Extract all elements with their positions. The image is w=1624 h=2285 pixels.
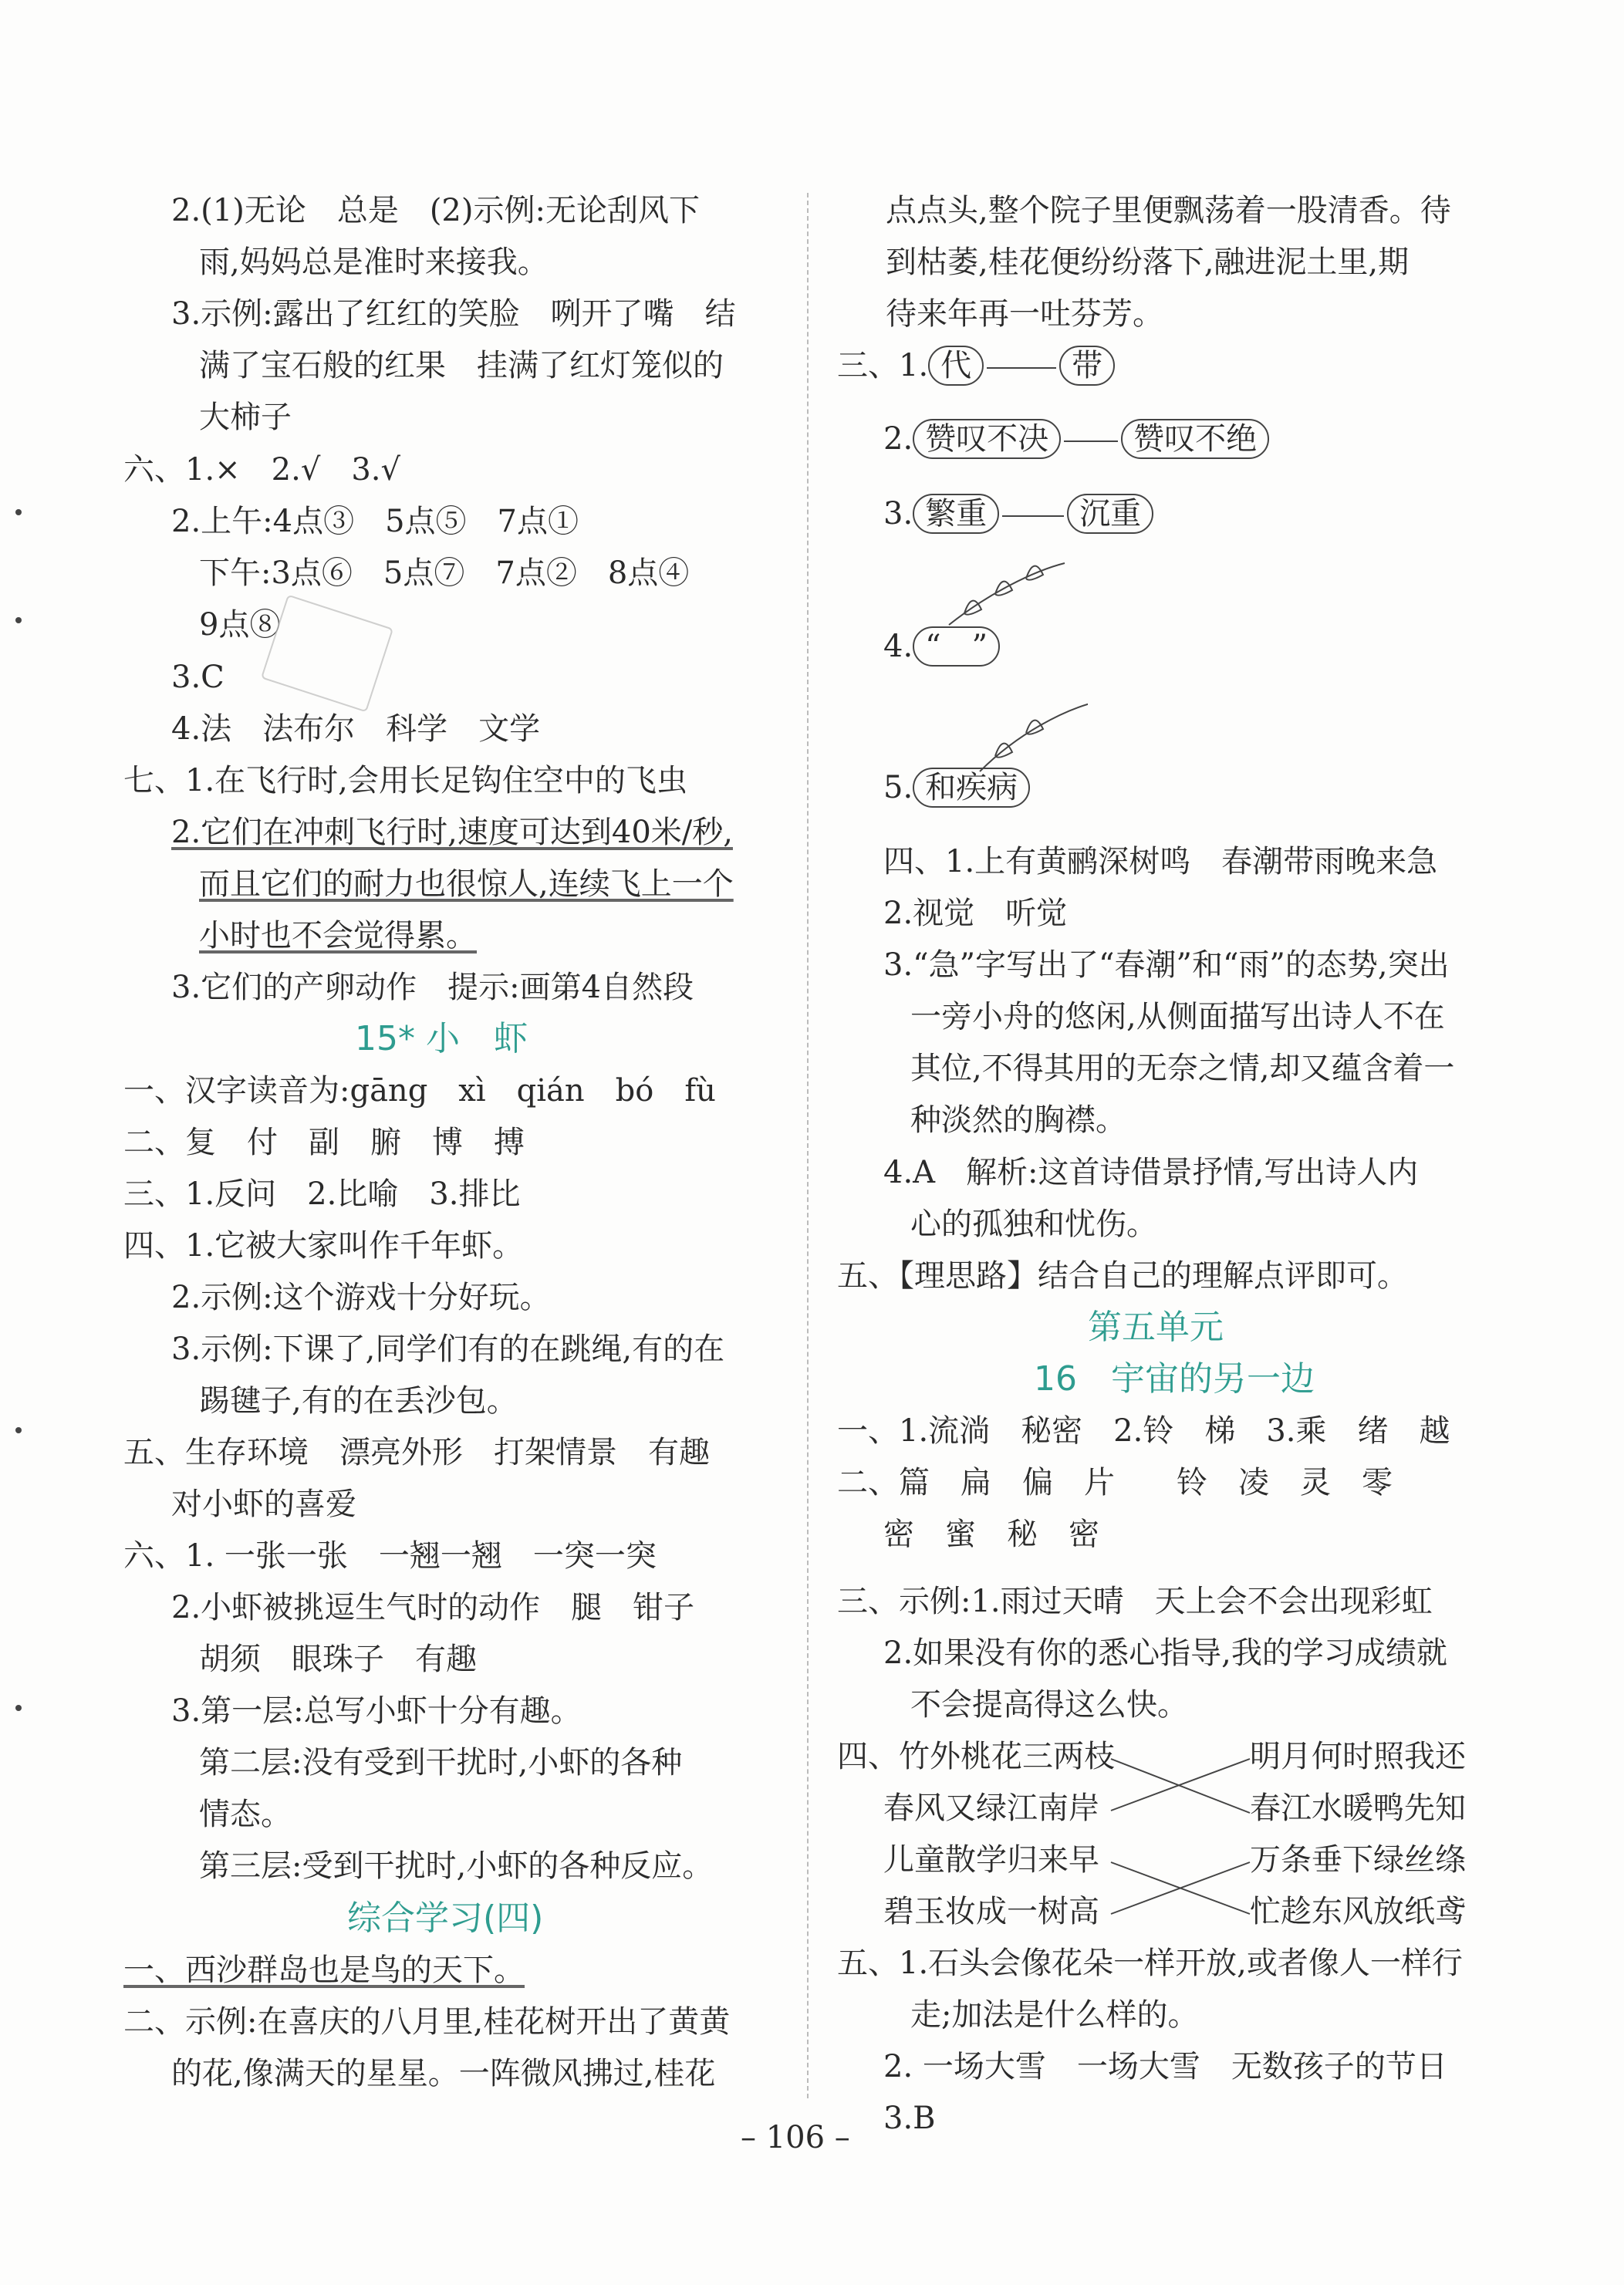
matching-lines — [1103, 1736, 1258, 1936]
answer-line: 四、竹外桃花三两枝 — [837, 1739, 1115, 1774]
answer-line: 而且它们的耐力也很惊人,连续飞上一个 — [199, 866, 734, 902]
answer-line: 小时也不会觉得累。 — [199, 918, 477, 953]
answer-line: 五、【理思路】结合自己的理解点评即可。 — [837, 1258, 1408, 1294]
margin-mark — [15, 1705, 22, 1711]
q3-item-1: 三、1. 代 带 — [837, 346, 1115, 386]
answer-line: 忙趁东风放纸鸢 — [1250, 1894, 1466, 1929]
answer-line: 一旁小舟的悠闲,从侧面描写出诗人不在 — [910, 999, 1445, 1034]
watermark-stamp — [261, 595, 393, 713]
answer-line: 2.(1)无论 总是 (2)示例:无论刮风下 — [171, 193, 700, 228]
answer-line: 3.它们的产卵动作 提示:画第4自然段 — [171, 970, 694, 1005]
answer-line: 心的孤独和忧伤。 — [910, 1207, 1157, 1242]
answer-line: 2. 一场大雪 一场大雪 无数孩子的节日 — [883, 2049, 1447, 2084]
margin-mark — [15, 1427, 22, 1433]
answer-line: 2.示例:这个游戏十分好玩。 — [171, 1280, 551, 1315]
answer-line: 胡须 眼珠子 有趣 — [199, 1642, 477, 1677]
answer-line: 三、示例:1.雨过天晴 天上会不会出现彩虹 — [837, 1584, 1433, 1619]
answer-line: 儿童散学归来早 — [883, 1842, 1099, 1878]
answer-line: 二、篇 扁 偏 片 铃 凌 灵 零 — [837, 1465, 1393, 1500]
answer-line: 春风又绿江南岸 — [883, 1791, 1099, 1826]
answer-line: 密 蜜 秘 密 — [883, 1517, 1099, 1552]
column-divider — [807, 193, 809, 2098]
answer-line: 满了宝石般的红果 挂满了红灯笼似的 — [199, 348, 724, 383]
answer-line: 4.法 法布尔 科学 文学 — [171, 711, 541, 747]
answer-line: 走;加法是什么样的。 — [910, 1997, 1199, 2033]
answer-line: 第二层:没有受到干扰时,小虾的各种 — [199, 1745, 683, 1780]
answer-line: 4.A 解析:这首诗借景抒情,写出诗人内 — [883, 1155, 1419, 1190]
answer-line: 的花,像满天的星星。一阵微风拂过,桂花 — [171, 2056, 716, 2091]
answer-line: 3.示例:下课了,同学们有的在跳绳,有的在 — [171, 1332, 725, 1367]
answer-line: 9点⑧ — [199, 607, 281, 643]
answer-line: 明月何时照我还 — [1250, 1739, 1466, 1774]
answer-line: 四、1.它被大家叫作千年虾。 — [123, 1228, 524, 1264]
margin-mark — [15, 617, 22, 623]
answer-line: 七、1.在飞行时,会用长足钩住空中的飞虫 — [123, 763, 687, 798]
answer-line: 万条垂下绿丝绦 — [1250, 1842, 1466, 1878]
section-heading: 综合学习(四) — [347, 1899, 544, 1938]
answer-line: 3.C — [171, 660, 225, 695]
answer-line: 点点头,整个院子里便飘荡着一股清香。待 — [886, 193, 1451, 228]
answer-line: 踢毽子,有的在丢沙包。 — [199, 1383, 518, 1419]
answer-line: 雨,妈妈总是准时来接我。 — [199, 245, 549, 280]
answer-line: 种淡然的胸襟。 — [910, 1102, 1126, 1138]
answer-line: 到枯萎,桂花便纷纷落下,融进泥土里,期 — [886, 245, 1410, 280]
q3-item-2: 2. 赞叹不决 赞叹不绝 — [883, 419, 1269, 459]
answer-line: 3.第一层:总写小虾十分有趣。 — [171, 1693, 582, 1729]
answer-line: 其位,不得其用的无奈之情,却又蕴含着一 — [910, 1051, 1455, 1086]
answer-line: 2.它们在冲刺飞行时,速度可达到40米/秒, — [171, 815, 733, 850]
answer-line: 六、1. 一张一张 一翘一翘 一突一突 — [123, 1538, 657, 1574]
answer-line: 一、西沙群岛也是鸟的天下。 — [123, 1953, 525, 1988]
answer-line: 二、示例:在喜庆的八月里,桂花树开出了黄黄 — [123, 2004, 731, 2040]
answer-line: 三、1.反问 2.比喻 3.排比 — [123, 1176, 521, 1212]
answer-line: 二、复 付 副 腑 博 搏 — [123, 1125, 525, 1160]
answer-line: 五、1.石头会像花朵一样开放,或者像人一样行 — [837, 1946, 1463, 1981]
section-heading: 15* 小 虾 — [355, 1019, 528, 1058]
answer-line: 2.上午:4点③ 5点⑤ 7点① — [171, 504, 579, 539]
q3-item-3: 3. 繁重 沉重 — [883, 494, 1153, 534]
section-heading: 第五单元 — [1088, 1308, 1224, 1347]
answer-line: 2.视觉 听觉 — [883, 896, 1068, 931]
q3-item-4: 4. “ ” — [883, 626, 1000, 667]
margin-mark — [15, 509, 22, 515]
answer-line: 不会提高得这么快。 — [910, 1687, 1188, 1723]
answer-line: 第三层:受到干扰时,小虾的各种反应。 — [199, 1848, 714, 1884]
answer-line: 大柿子 — [199, 400, 292, 435]
answer-line: 3.B — [883, 2101, 936, 2136]
answer-line: 对小虾的喜爱 — [171, 1487, 356, 1522]
q3-item-5: 5. 和疾病 — [883, 768, 1030, 808]
answer-line: 3.示例:露出了红红的笑脸 咧开了嘴 结 — [171, 296, 736, 332]
answer-line: 四、1.上有黄鹂深树鸣 春潮带雨晚来急 — [883, 844, 1438, 879]
correction-marks — [903, 540, 1088, 802]
answer-line: 一、汉字读音为:gāng xì qián bó fù — [123, 1073, 716, 1109]
answer-line: 下午:3点⑥ 5点⑦ 7点② 8点④ — [199, 555, 690, 591]
answer-line: 2.如果没有你的悉心指导,我的学习成绩就 — [883, 1635, 1447, 1671]
answer-line: 2.小虾被挑逗生气时的动作 腿 钳子 — [171, 1590, 695, 1625]
answer-line: 五、生存环境 漂亮外形 打架情景 有趣 — [123, 1435, 710, 1470]
answer-line: 一、1.流淌 秘密 2.铃 梯 3.乘 绪 越 — [837, 1413, 1450, 1449]
page-number: – 106 – — [741, 2120, 850, 2155]
answer-line: 待来年再一吐芬芳。 — [886, 296, 1163, 332]
answer-line: 六、1.× 2.√ 3.√ — [123, 452, 400, 488]
answer-line: 情态。 — [199, 1797, 292, 1832]
answer-line: 碧玉妆成一树高 — [883, 1894, 1099, 1929]
section-heading: 16 宇宙的另一边 — [1034, 1359, 1315, 1399]
answer-line: 3.“急”字写出了“春潮”和“雨”的态势,突出 — [883, 947, 1450, 983]
answer-line: 春江水暖鸭先知 — [1250, 1791, 1466, 1826]
